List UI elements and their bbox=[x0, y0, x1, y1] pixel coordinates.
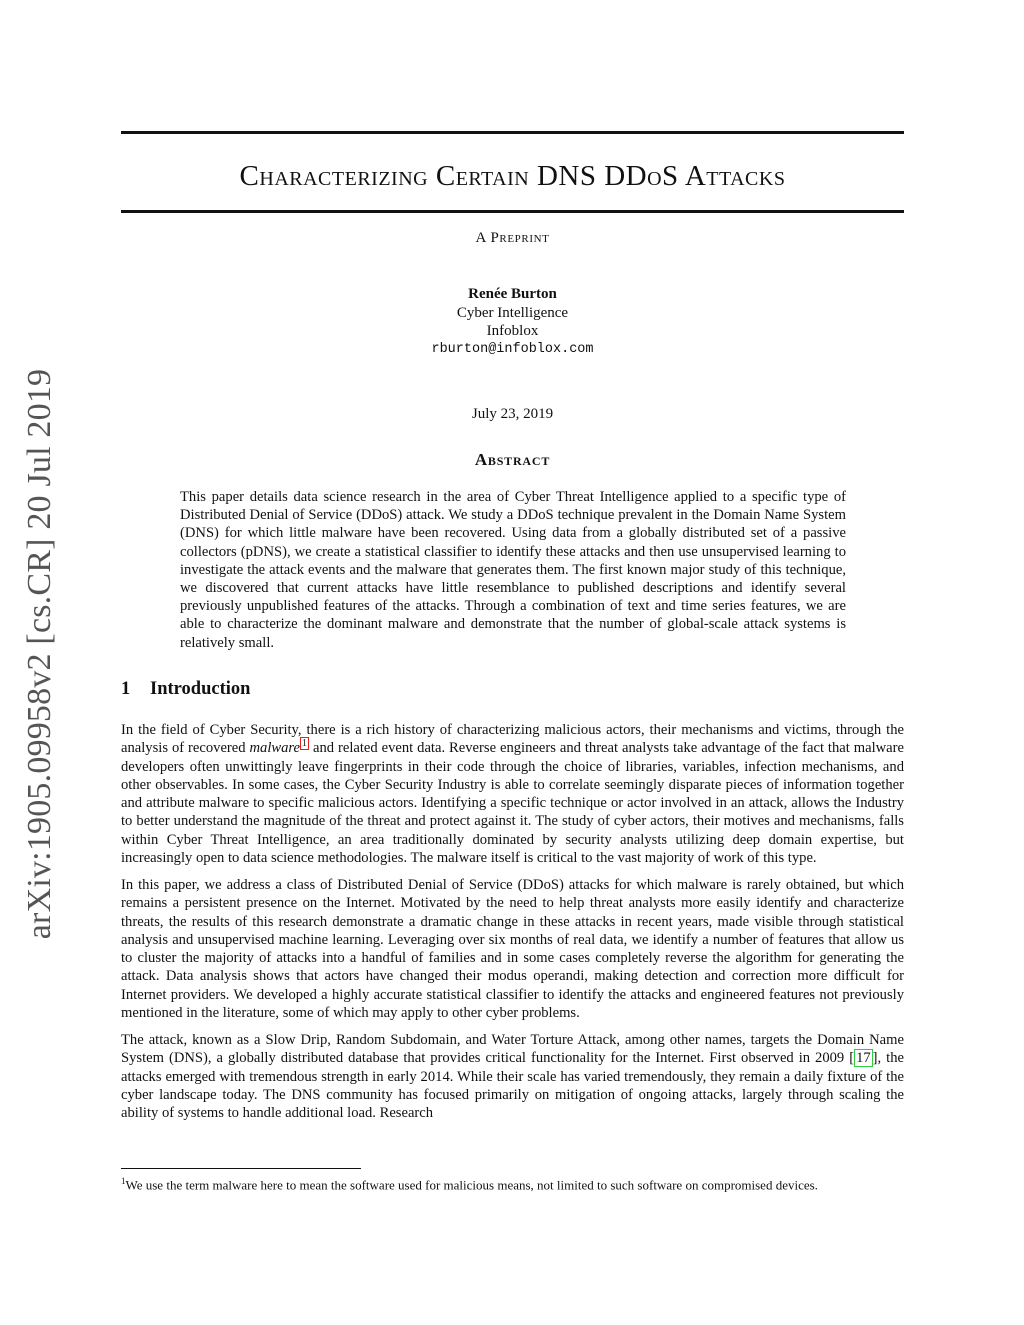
section-number: 1 bbox=[121, 679, 131, 699]
abstract-body: This paper details data science research in the area of Cyber Threat Intelligence applied to a specific type of Distributed Denial of Service (DDoS) attack. We study a DDoS technique prevalent in the Domain Name System (DNS) for which little malware have been recovered. Using data from a globally distributed set of a passive collectors (pDNS), we create a statistical classifier to identify these attacks and then use unsupervised learning to investigate the attack events and the malware that generates them. The first known major study of this technique, we discovered that current attacks have little resemblance to published descriptions and identify several previously unpublished features of the attacks. Through a combination of text and time series features, we are able to characterize the dominant malware and demonstrate that the number of global-scale attack systems is relatively small. bbox=[180, 489, 846, 651]
footnote-text: We use the term malware here to mean the software used for malicious means, not limited to such software on compromised devices. bbox=[125, 1177, 818, 1193]
abstract-heading: Abstract bbox=[474, 450, 551, 469]
section-title: Introduction bbox=[150, 679, 251, 699]
paragraph-1-start: In the field of Cyber Security, there is a rich history of characterizing malicious actors, their mechanisms and victims, through the analysis of recovered bbox=[121, 722, 904, 757]
paragraph-2: In this paper, we address a class of Distributed Denial of Service (DDoS) attacks for which malware is rarely obtained, but which remains a persistent presence on the Internet. Motivated by the need to help threat analysts more easily identify and characterize threats, the results of this research demonstrate a dramatic change in these attacks in recent years, made visible through statistical analysis and unsupervised machine learning. Leveraging over six months of real data, we identify a number of features that allow us to cluster the majority of attacks into a handful of families and in some cases completely reverse the algorithm for generating the attack. Data analysis shows that actors have changed their modus operandi, making detection and correction more difficult for Internet providers. We developed a highly accurate statistical classifier to identify the attacks and engineered features not previously mentioned in the literature, some of which may apply to other cyber problems. bbox=[121, 877, 904, 1021]
author-department: Cyber Intelligence bbox=[456, 304, 569, 321]
author-affiliation: Infoblox bbox=[486, 323, 539, 339]
footnote-rule bbox=[121, 1168, 361, 1169]
paper-date: July 23, 2019 bbox=[471, 406, 554, 422]
paper-title: Characterizing Certain DNS DDoS Attacks bbox=[239, 160, 786, 192]
preprint-label: A Preprint bbox=[475, 230, 550, 246]
paragraph-1-rest: and related event data. Reverse engineers and threat analysts take advantage of the fact that malware developers often unwittingly leave fingerprints in their code through the choice of libraries, variables, infection mechanisms, and other observables. In some cases, the Cyber Security Industry is able to correlate seemingly disparate pieces of information together and attribute malware to specific malicious actors. Identifying a specific technique or actor involved in an attack, allows the Industry to better understand the magnitude of the threat and protect against it. The study of cyber actors, their motives and mechanisms, falls within Cyber Threat Intelligence, an area traditionally dominated by security analysts utilizing deep domain expertise, but increasingly open to data science methodologies. The malware itself is critical to the vast majority of work of this type. bbox=[121, 740, 904, 866]
section-heading-introduction bbox=[121, 679, 904, 700]
paragraph-3-start: The attack, known as a Slow Drip, Random Subdomain, and Water Torture Attack, among other names, targets the Domain Name System (DNS), a globally distributed database that provides critical functionality for the Internet. First observed in 2009 [ bbox=[121, 1032, 904, 1067]
paragraph-3 bbox=[121, 1031, 904, 1122]
arxiv-identifier: arXiv:1905.09958v2 [cs.CR] 20 Jul 2019 bbox=[21, 368, 58, 940]
malware-term: malware bbox=[249, 740, 301, 757]
paragraph-1 bbox=[121, 721, 904, 867]
author-email[interactable]: rburton@infoblox.com bbox=[431, 341, 594, 357]
paragraph-3-rest: ], the attacks emerged with tremendous strength in early 2014. While their scale has varied tremendously, they remain a daily fixture of the cyber landscape today. The DNS community has focused primarily on mitigation of ongoing attacks, largely through scaling the ability of systems to handle additional load. Research bbox=[121, 1050, 904, 1121]
citation-link[interactable]: 17 bbox=[856, 1050, 871, 1067]
author-block bbox=[121, 285, 904, 359]
footnote bbox=[121, 1173, 904, 1193]
author-name: Renée Burton bbox=[468, 286, 557, 302]
title-bottom-rule bbox=[121, 210, 904, 213]
footnote-marker: 1 bbox=[121, 1176, 126, 1186]
arxiv-side-stamp bbox=[12, 369, 68, 939]
introduction-body bbox=[121, 721, 904, 1131]
title-top-rule bbox=[121, 131, 904, 134]
footnote-ref-link[interactable]: 1 bbox=[302, 738, 308, 750]
